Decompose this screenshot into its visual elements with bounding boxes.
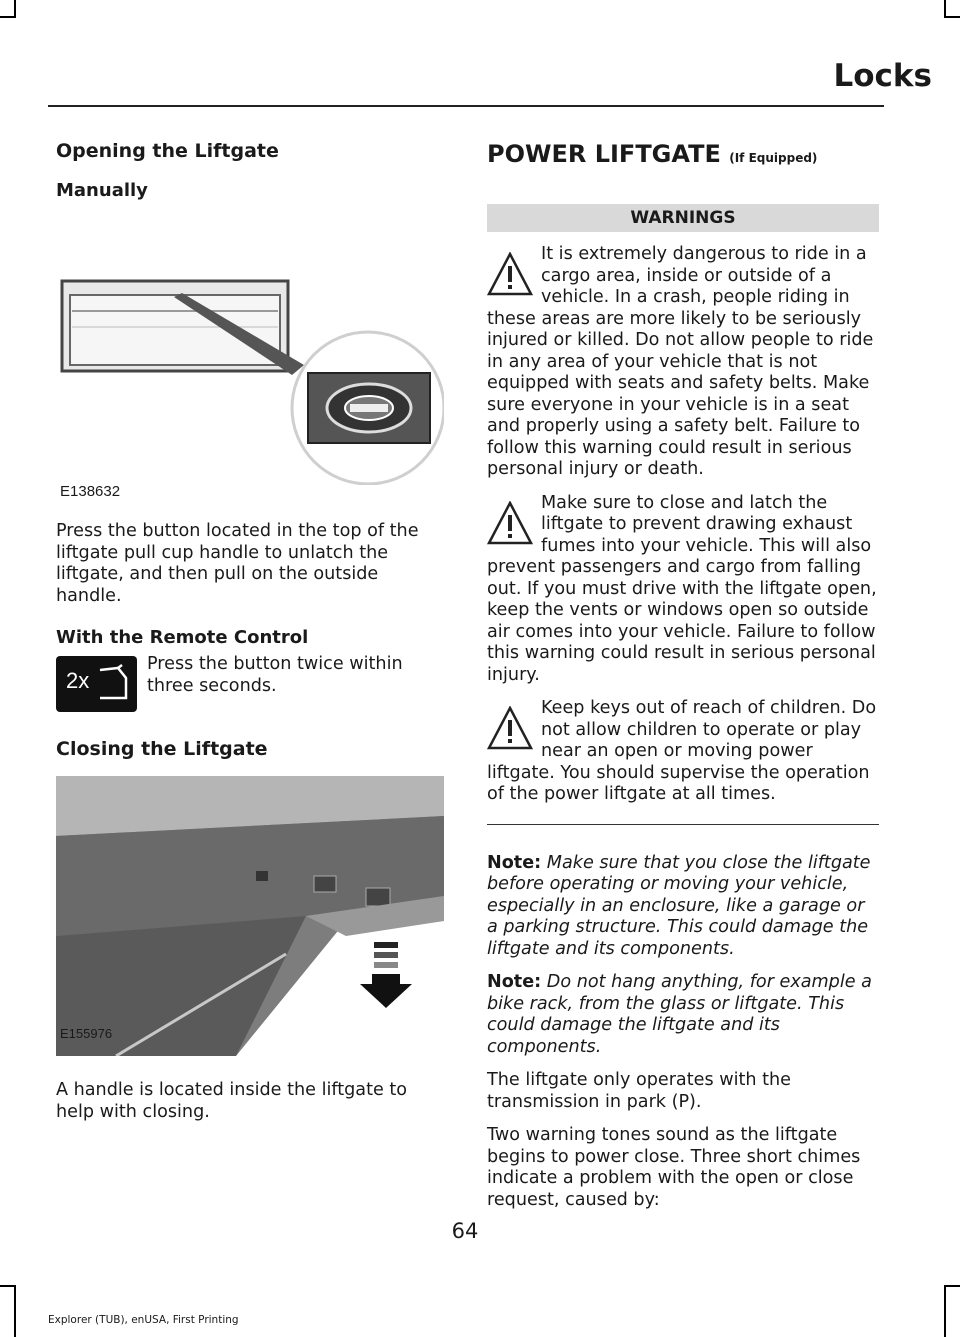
warning-item — [487, 493, 879, 687]
opening-heading: Opening the Liftgate — [56, 140, 279, 162]
manually-heading: Manually — [56, 180, 148, 201]
warning-item — [487, 698, 879, 806]
note-text: Do not hang anything, for example a bike rack, from the glass or liftgate. This could damage the liftgate and its components. — [487, 972, 872, 1057]
page-title: Locks — [833, 58, 932, 94]
remote-text: Press the button twice within three seconds. — [147, 654, 403, 696]
crop-mark — [944, 1285, 960, 1287]
closing-figure — [56, 776, 444, 1056]
left-column — [56, 140, 444, 1123]
note — [487, 972, 879, 1058]
liftgate-handle-illustration — [56, 215, 444, 485]
section-title: POWER LIFTGATE — [487, 140, 721, 168]
liftgate-outline-icon — [96, 664, 132, 704]
header-divider — [48, 105, 884, 107]
warning-text: Make sure to close and latch the liftgate to prevent drawing exhaust fumes into your vehicle. This will also prevent passengers and cargo from falling out. If you must drive with the liftgate open, keep the vents or windows open so outside air comes into your vehicle. Failure to follow this warning could result in serious personal injury. — [487, 492, 877, 685]
section-divider — [487, 824, 879, 825]
note-label: Note: — [487, 972, 542, 992]
remote-icon-label: 2x — [66, 668, 90, 693]
crop-mark — [0, 1285, 16, 1287]
body-paragraph: Two warning tones sound as the liftgate begins to power close. Three short chimes indicate a problem with the open or close request, caused by: — [487, 1125, 861, 1210]
remote-heading: With the Remote Control — [56, 627, 309, 648]
figure-id: E155976 — [60, 1026, 113, 1041]
warning-triangle-icon — [487, 501, 533, 545]
liftgate-interior-illustration — [56, 776, 444, 1056]
closing-text: A handle is located inside the liftgate to help with closing. — [56, 1080, 408, 1122]
edition-line: Explorer (TUB), enUSA, First Printing — [48, 1314, 239, 1326]
warning-triangle-icon — [487, 252, 533, 296]
page-number: 64 — [451, 1219, 479, 1243]
remote-liftgate-icon — [56, 656, 137, 712]
right-column — [487, 140, 879, 1211]
warning-triangle-icon — [487, 706, 533, 750]
warnings-banner: WARNINGS — [487, 204, 879, 232]
warning-text: It is extremely dangerous to ride in a cargo area, inside or outside of a vehicle. In a crash, people riding in these areas are more likely to be seriously injured or killed. Do not allow people to ride in any area of your vehicle that is not equipped with seats and safety belts. Make sure everyone in your vehicle is in a seat and properly using a safety belt. Failure to follow this warning could result in serious personal injury or death. — [487, 244, 874, 479]
liftgate-handle-figure — [56, 215, 444, 507]
figure-id: E138632 — [60, 483, 121, 500]
note — [487, 853, 879, 961]
closing-heading: Closing the Liftgate — [56, 738, 268, 760]
crop-mark — [0, 16, 16, 18]
note-label: Note: — [487, 852, 542, 873]
power-liftgate-heading — [487, 140, 879, 168]
note-text: Make sure that you close the liftgate before operating or moving your vehicle, especially in an enclosure, like a garage or a parking structure. This could damage the liftgate and its components. — [487, 852, 871, 959]
crop-mark — [14, 1285, 16, 1337]
warning-text: Keep keys out of reach of children. Do not allow children to operate or play near an open or moving power liftgate. You should supervise the operation of the power liftgate at all times. — [487, 698, 877, 804]
section-qualifier: (If Equipped) — [729, 151, 818, 165]
crop-mark — [944, 16, 960, 18]
remote-row — [56, 656, 444, 712]
warning-item — [487, 244, 879, 481]
crop-mark — [944, 1285, 946, 1337]
manual-open-text: Press the button located in the top of the liftgate pull cup handle to unlatch the liftgate, and then pull on the outside handle. — [56, 521, 419, 606]
body-paragraph: The liftgate only operates with the transmission in park (P). — [487, 1070, 791, 1112]
